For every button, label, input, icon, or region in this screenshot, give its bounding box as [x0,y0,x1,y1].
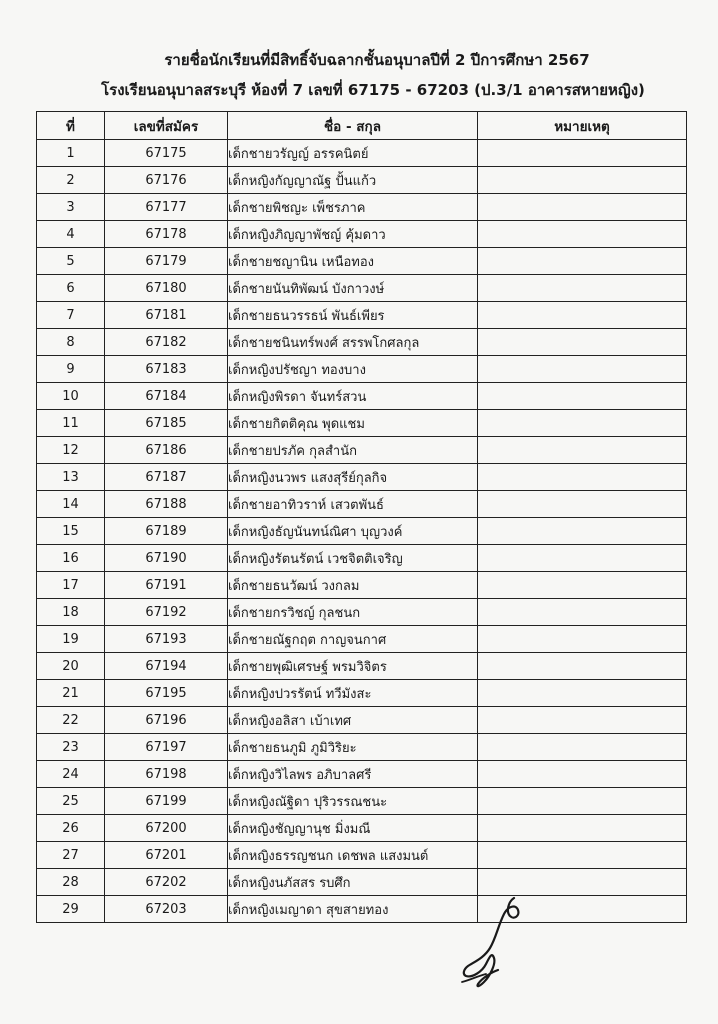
student-roster-table [36,111,687,923]
table-row [37,788,687,815]
table-row [37,599,687,626]
application-id: 67190 [105,545,228,572]
table-row [37,356,687,383]
row-number: 21 [37,680,105,707]
application-id: 67183 [105,356,228,383]
student-name: เด็กชายนันทิพัฒน์ บังกาวงษ์ [228,275,478,302]
student-name: เด็กชายกิตติคุณ พุดแชม [228,410,478,437]
application-id: 67178 [105,221,228,248]
table-row [37,707,687,734]
remarks-cell [478,707,687,734]
document-subtitle: โรงเรียนอนุบาลสระบุรี ห้องที่ 7 เลขที่ 67175 - 67203 (ป.3/1 อาคารสหายหญิง) [101,81,645,99]
application-id: 67202 [105,869,228,896]
table-row [37,275,687,302]
row-number: 9 [37,356,105,383]
remarks-cell [478,437,687,464]
row-number: 25 [37,788,105,815]
application-id: 67189 [105,518,228,545]
table-row [37,626,687,653]
table-row [37,383,687,410]
header-remarks: หมายเหตุ [478,112,687,140]
remarks-cell [478,545,687,572]
remarks-cell [478,653,687,680]
row-number: 15 [37,518,105,545]
student-name: เด็กชายวรัญญ์ อรรคนิตย์ [228,140,478,167]
row-number: 17 [37,572,105,599]
remarks-cell [478,518,687,545]
application-id: 67181 [105,302,228,329]
student-name: เด็กชายธนวัฒน์ วงกลม [228,572,478,599]
table-row [37,194,687,221]
remarks-cell [478,572,687,599]
application-id: 67176 [105,167,228,194]
application-id: 67196 [105,707,228,734]
remarks-cell [478,680,687,707]
row-number: 20 [37,653,105,680]
row-number: 13 [37,464,105,491]
application-id: 67180 [105,275,228,302]
row-number: 29 [37,896,105,923]
student-name: เด็กหญิงกัญญาณัฐ ปั้นแก้ว [228,167,478,194]
remarks-cell [478,734,687,761]
table-row [37,572,687,599]
remarks-cell [478,626,687,653]
application-id: 67191 [105,572,228,599]
remarks-cell [478,356,687,383]
row-number: 14 [37,491,105,518]
student-name: เด็กชายชญานิน เหนือทอง [228,248,478,275]
remarks-cell [478,761,687,788]
table-row [37,140,687,167]
student-name: เด็กชายพุฒิเศรษฐ์ พรมวิจิตร [228,653,478,680]
table-row [37,869,687,896]
student-name: เด็กหญิงธัญนันทน์ณิศา บุญวงค์ [228,518,478,545]
application-id: 67200 [105,815,228,842]
student-name: เด็กหญิงชัญญานุช มิ่งมณี [228,815,478,842]
application-id: 67195 [105,680,228,707]
table-row [37,329,687,356]
student-name: เด็กหญิงปรัชญา ทองบาง [228,356,478,383]
row-number: 5 [37,248,105,275]
remarks-cell [478,275,687,302]
student-name: เด็กหญิงปวรรัตน์ ทวีมังสะ [228,680,478,707]
remarks-cell [478,248,687,275]
remarks-cell [478,599,687,626]
table-row [37,248,687,275]
student-name: เด็กชายกรวิชญ์ กุลชนก [228,599,478,626]
remarks-cell [478,842,687,869]
student-name: เด็กชายณัฐกฤต กาญจนกาศ [228,626,478,653]
table-row [37,410,687,437]
application-id: 67203 [105,896,228,923]
table-row [37,734,687,761]
student-name: เด็กชายปรภัค กุลสำนัก [228,437,478,464]
table-row [37,815,687,842]
application-id: 67192 [105,599,228,626]
header-full-name: ชื่อ - สกุล [228,112,478,140]
row-number: 4 [37,221,105,248]
row-number: 28 [37,869,105,896]
application-id: 67193 [105,626,228,653]
remarks-cell [478,410,687,437]
application-id: 67194 [105,653,228,680]
application-id: 67199 [105,788,228,815]
student-name: เด็กชายธนวรรธน์ พันธ์เพียร [228,302,478,329]
table-row [37,761,687,788]
signature [456,892,536,992]
remarks-cell [478,140,687,167]
row-number: 19 [37,626,105,653]
table-row [37,302,687,329]
student-name: เด็กชายชนินทร์พงศ์ สรรพโกศลกุล [228,329,478,356]
row-number: 1 [37,140,105,167]
application-id: 67198 [105,761,228,788]
remarks-cell [478,302,687,329]
student-name: เด็กหญิงนภัสสร รบศึก [228,869,478,896]
table-row [37,167,687,194]
student-name: เด็กหญิงวิไลพร อภิบาลศรี [228,761,478,788]
row-number: 8 [37,329,105,356]
student-name: เด็กหญิงอลิสา เบ้าเทศ [228,707,478,734]
student-name: เด็กหญิงภิญญาพัชญ์ คุ้มดาว [228,221,478,248]
row-number: 12 [37,437,105,464]
table-body [37,140,687,923]
remarks-cell [478,815,687,842]
student-name: เด็กหญิงณัฐิดา ปุริวรรณชนะ [228,788,478,815]
student-name: เด็กชายพิชญะ เพ็ชรภาค [228,194,478,221]
student-name: เด็กหญิงธรรญชนก เดชพล แสงมนต์ [228,842,478,869]
application-id: 67177 [105,194,228,221]
table-header-row [37,112,687,140]
remarks-cell [478,788,687,815]
row-number: 7 [37,302,105,329]
table-row [37,545,687,572]
row-number: 3 [37,194,105,221]
row-number: 22 [37,707,105,734]
remarks-cell [478,464,687,491]
application-id: 67184 [105,383,228,410]
application-id: 67179 [105,248,228,275]
table-row [37,464,687,491]
application-id: 67201 [105,842,228,869]
remarks-cell [478,491,687,518]
document-title: รายชื่อนักเรียนที่มีสิทธิ์จับฉลากชั้นอนุบาลปีที่ 2 ปีการศึกษา 2567 [164,51,590,69]
header-application-id: เลขที่สมัคร [105,112,228,140]
student-name: เด็กชายธนภูมิ ภูมิวิริยะ [228,734,478,761]
application-id: 67185 [105,410,228,437]
row-number: 16 [37,545,105,572]
row-number: 11 [37,410,105,437]
row-number: 27 [37,842,105,869]
table-row [37,680,687,707]
application-id: 67188 [105,491,228,518]
student-name: เด็กหญิงเมญาดา สุขสายทอง [228,896,478,923]
student-name: เด็กชายอาทิวราห์ เสวตพันธ์ [228,491,478,518]
row-number: 18 [37,599,105,626]
table-row [37,491,687,518]
row-number: 24 [37,761,105,788]
header-no: ที่ [37,112,105,140]
row-number: 26 [37,815,105,842]
row-number: 2 [37,167,105,194]
table-row [37,653,687,680]
table-row [37,518,687,545]
table-row [37,896,687,923]
remarks-cell [478,329,687,356]
remarks-cell [478,194,687,221]
student-name: เด็กหญิงพิรดา จันทร์สวน [228,383,478,410]
table-row [37,437,687,464]
remarks-cell [478,167,687,194]
application-id: 67175 [105,140,228,167]
row-number: 10 [37,383,105,410]
row-number: 6 [37,275,105,302]
remarks-cell [478,221,687,248]
student-name: เด็กหญิงนวพร แสงสุรีย์กุลกิจ [228,464,478,491]
application-id: 67182 [105,329,228,356]
remarks-cell [478,383,687,410]
row-number: 23 [37,734,105,761]
application-id: 67186 [105,437,228,464]
application-id: 67187 [105,464,228,491]
table-row [37,842,687,869]
table-row [37,221,687,248]
application-id: 67197 [105,734,228,761]
student-name: เด็กหญิงรัตนรัตน์ เวชจิตติเจริญ [228,545,478,572]
